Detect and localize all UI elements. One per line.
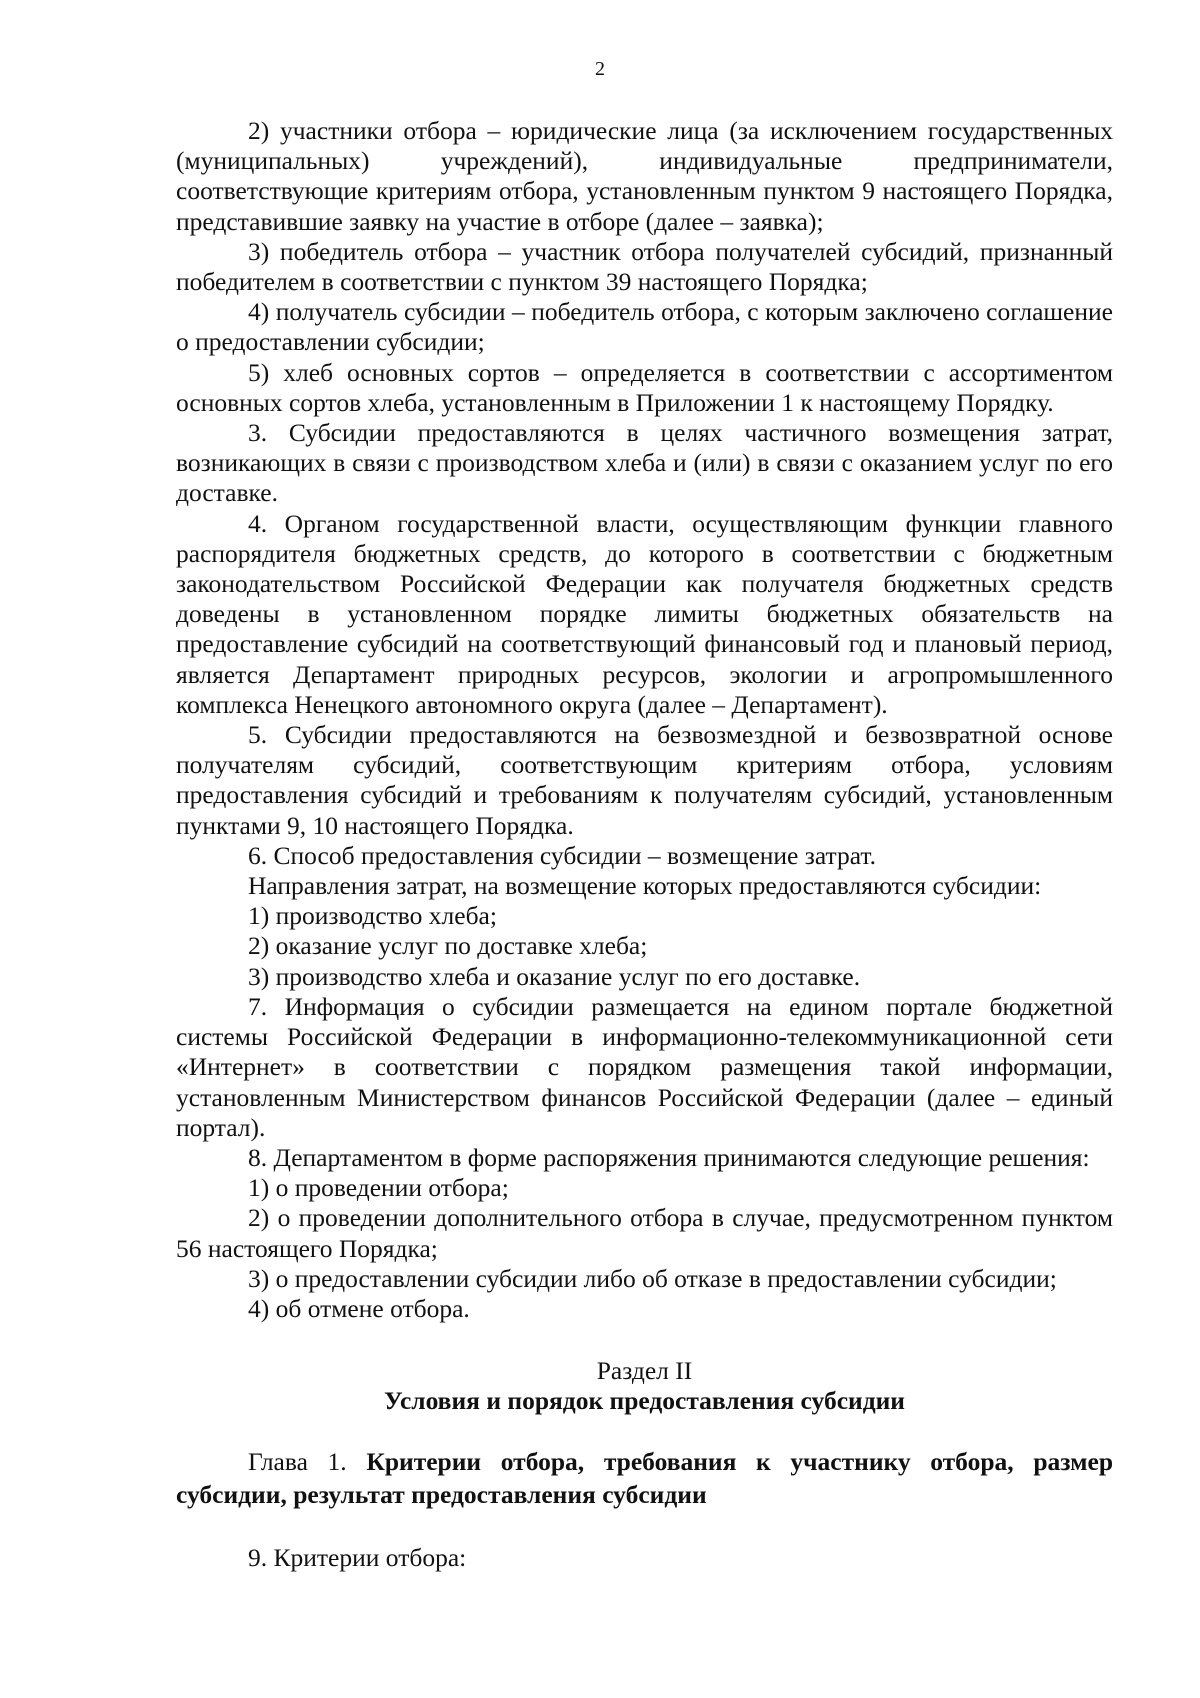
paragraph: 3. Субсидии предоставляются в целях частичного возмещения затрат, возникающих в связи с производством хлеба и (или) в связи с оказанием услуг по его доставке. <box>176 418 1113 508</box>
paragraph: 1) о проведении отбора; <box>248 1173 509 1203</box>
paragraph: 8. Департаментом в форме распоряжения принимаются следующие решения: <box>248 1142 1090 1172</box>
paragraph: 2) о проведении дополнительного отбора в случае, предусмотренном пунктом 56 настоящего Порядка; <box>176 1203 1113 1263</box>
section-title: Условия и порядок предоставления субсидии <box>383 1386 905 1416</box>
paragraph: Направления затрат, на возмещение которых предоставляются субсидии: <box>248 871 1042 901</box>
paragraph: 4. Органом государственной власти, осуществляющим функции главного распорядителя бюджетных средств, до которого в соответствии с бюджетным законодательством Российской Федерации как получателя бюджетных средств доведены в установленном порядке лимиты бюджетных обязательств на предоставление субсидий на соответствующий финансовый год и плановый период, является Департамент природных ресурсов, экологии и агропромышленного комплекса Ненецкого автономного округа (далее – Департамент). <box>176 508 1113 719</box>
paragraph: 2) оказание услуг по доставке хлеба; <box>248 931 648 961</box>
paragraph: 6. Способ предоставления субсидии – возмещение затрат. <box>248 840 876 870</box>
paragraph: 5) хлеб основных сортов – определяется в соответствии с ассортиментом основных сортов хлеба, установленным в Приложении 1 к настоящему Порядку. <box>176 357 1113 417</box>
paragraph: 3) производство хлеба и оказание услуг по его доставке. <box>248 961 861 991</box>
chapter-title: Критерии отбора, требования к участнику отбора, размер субсидии, результат предоставления субсидии <box>176 1446 1113 1509</box>
paragraph: 9. Критерии отбора: <box>248 1542 467 1572</box>
chapter-prefix: Глава 1. <box>248 1446 347 1476</box>
page-number: 2 <box>595 58 605 80</box>
section-label: Раздел II <box>596 1356 693 1386</box>
document-body <box>176 116 1113 1573</box>
paragraph: 4) получатель субсидии – победитель отбора, с которым заключено соглашение о предоставлении субсидии; <box>176 297 1113 357</box>
paragraph: 5. Субсидии предоставляются на безвозмездной и безвозвратной основе получателям субсидий, соответствующим критериям отбора, условиям предоставления субсидий и требованиям к получателям субсидий, установленным пунктами 9, 10 настоящего Порядка. <box>176 720 1113 840</box>
paragraph: 7. Информация о субсидии размещается на едином портале бюджетной системы Российской Федерации в информационно-телекоммуникационной сети «Интернет» в соответствии с порядком размещения такой информации, установленным Министерством финансов Российской Федерации (далее – единый портал). <box>176 991 1113 1142</box>
paragraph: 3) о предоставлении субсидии либо об отказе в предоставлении субсидии; <box>248 1263 1057 1293</box>
paragraph: 2) участники отбора – юридические лица (за исключением государственных (муниципальных) учреждений), индивидуальные предприниматели, соответствующие критериям отбора, установленным пунктом 9 настоящего Порядка, представившие заявку на участие в отборе (далее – заявка); <box>176 116 1113 236</box>
paragraph: 1) производство хлеба; <box>248 901 497 931</box>
paragraph: 4) об отмене отбора. <box>248 1293 470 1323</box>
paragraph: 3) победитель отбора – участник отбора получателей субсидий, признанный победителем в соответствии с пунктом 39 настоящего Порядка; <box>176 236 1113 297</box>
chapter-heading <box>176 1445 1113 1511</box>
